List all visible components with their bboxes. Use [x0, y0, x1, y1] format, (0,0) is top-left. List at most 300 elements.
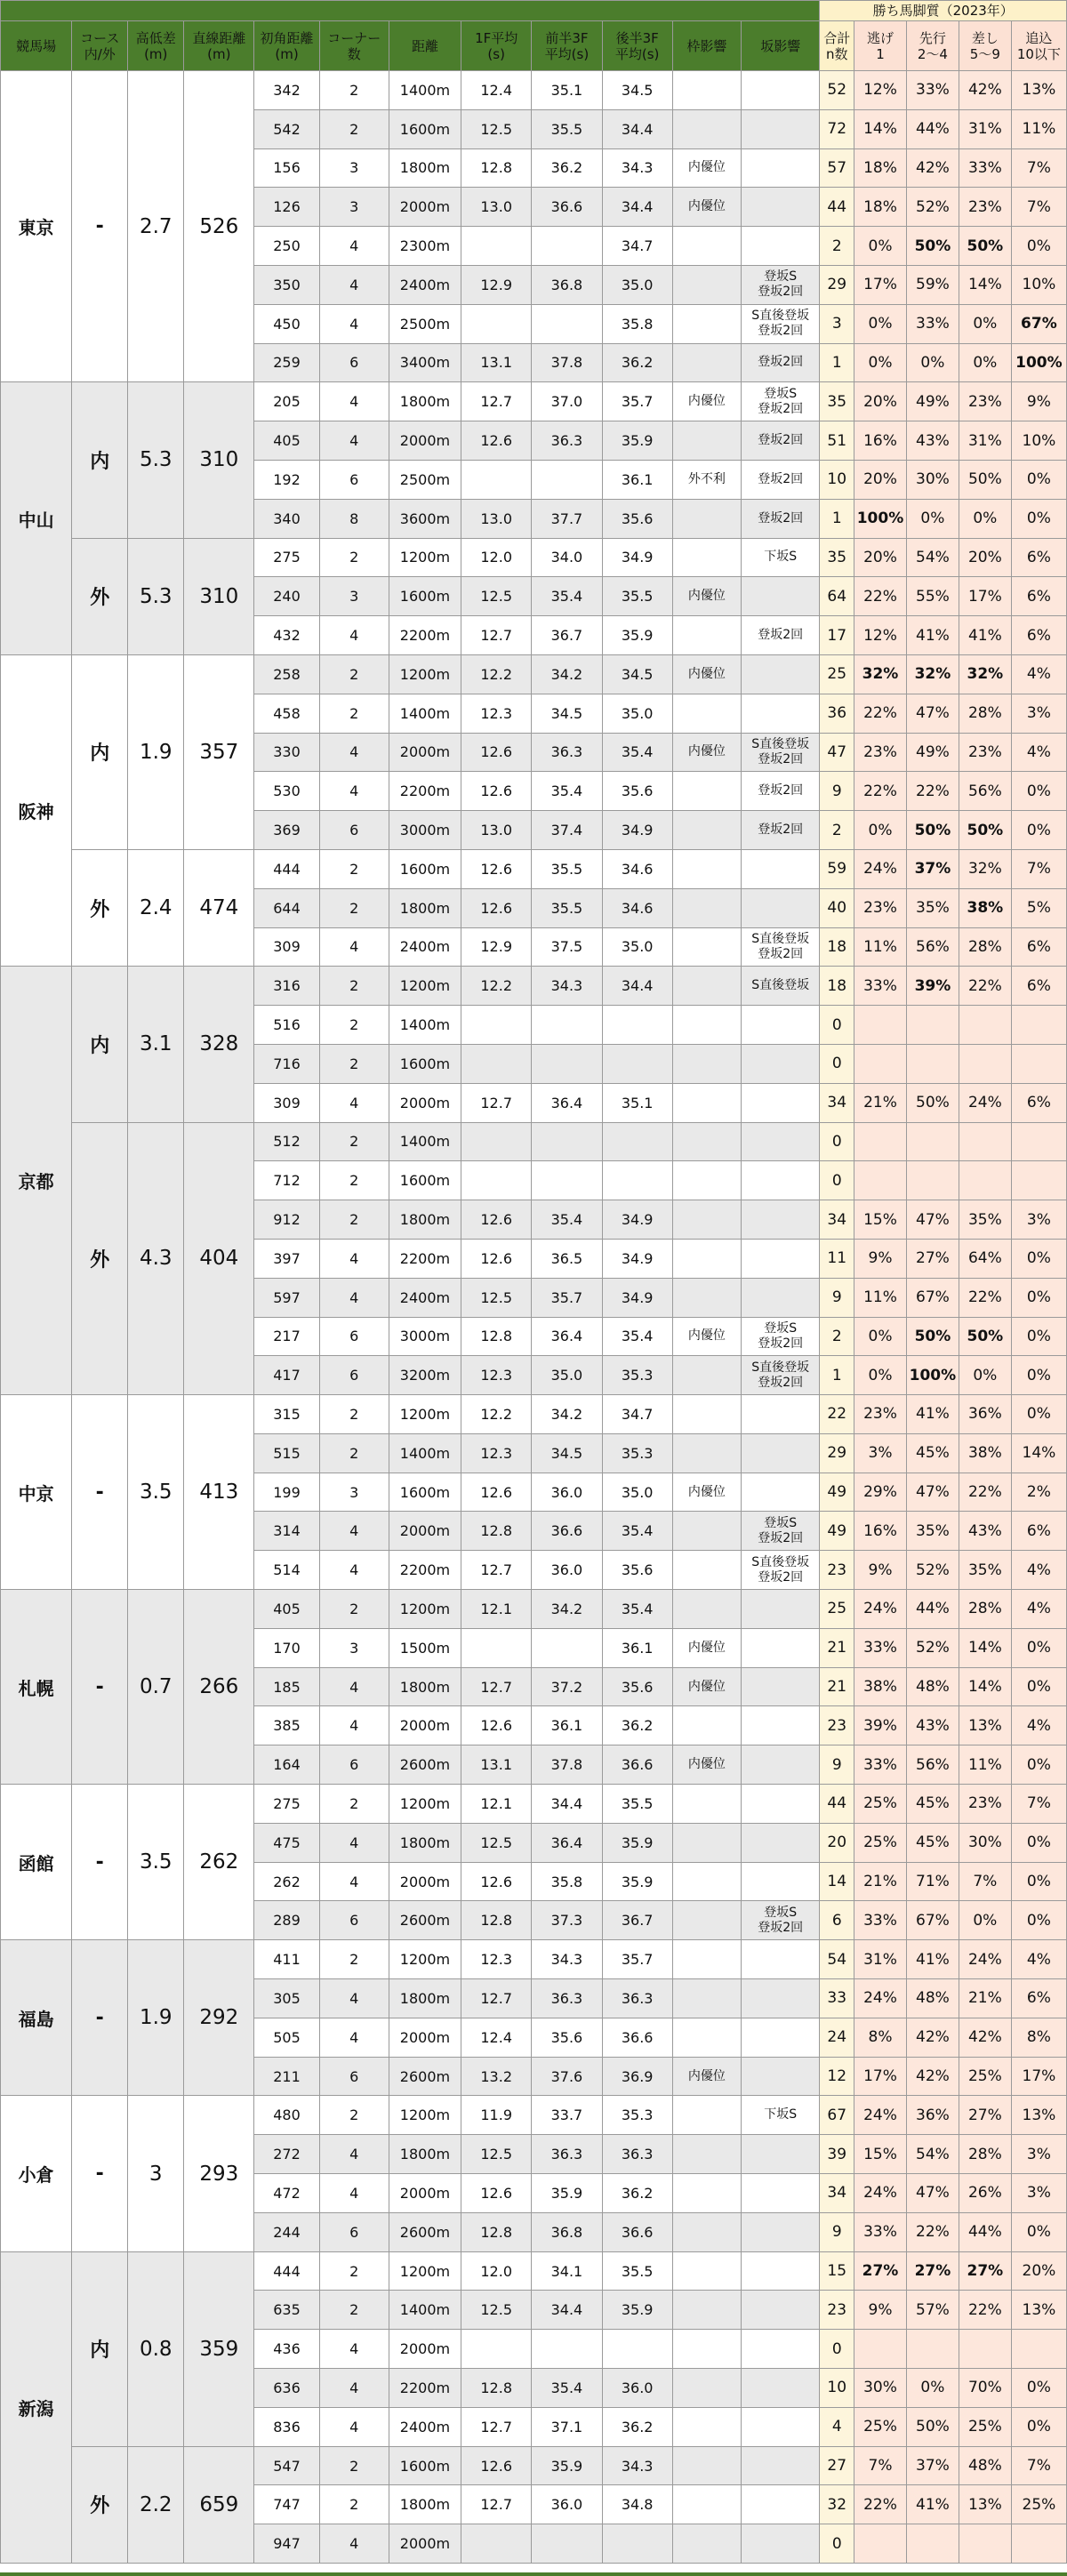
first-corner: 505: [254, 2018, 319, 2057]
avg-1f: 12.6: [461, 1706, 532, 1745]
elevation: 1.9: [128, 654, 184, 849]
slope-effect: [741, 654, 819, 694]
gate-effect: [672, 1278, 741, 1317]
distance: 2000m: [389, 188, 461, 227]
oikomi-pct: 20%: [1011, 2251, 1066, 2291]
first-3f: [532, 2330, 602, 2369]
nige-pct: 11%: [854, 927, 907, 967]
total-n: 22: [820, 1395, 854, 1434]
avg-1f: 13.1: [461, 343, 532, 382]
last-3f: 34.8: [602, 2485, 672, 2524]
nige-pct: 12%: [854, 616, 907, 655]
first-3f: 36.3: [532, 421, 602, 461]
sashi-pct: 22%: [959, 2291, 1011, 2330]
total-n: 17: [820, 616, 854, 655]
nige-pct: 39%: [854, 1706, 907, 1745]
total-n: 23: [820, 1706, 854, 1745]
first-corner: 316: [254, 967, 319, 1006]
course-io: 外: [72, 1122, 128, 1395]
total-n: 10: [820, 2369, 854, 2408]
senko-pct: 57%: [906, 2291, 959, 2330]
distance: 2000m: [389, 1083, 461, 1122]
avg-1f: 12.6: [461, 421, 532, 461]
distance: 1800m: [389, 382, 461, 421]
distance: 2300m: [389, 227, 461, 266]
slope-effect: [741, 227, 819, 266]
corners: 4: [319, 382, 389, 421]
first-corner: 635: [254, 2291, 319, 2330]
first-corner: 515: [254, 1433, 319, 1473]
course-io: 内: [72, 654, 128, 849]
senko-pct: 45%: [906, 1785, 959, 1824]
oikomi-pct: 13%: [1011, 71, 1066, 110]
total-n: 0: [820, 1122, 854, 1161]
distance: 1400m: [389, 694, 461, 733]
senko-pct: 41%: [906, 2485, 959, 2524]
corners: 6: [319, 1901, 389, 1940]
sashi-pct: 31%: [959, 109, 1011, 148]
slope-effect: [741, 1667, 819, 1706]
corners: 6: [319, 1745, 389, 1785]
nige-pct: 33%: [854, 1628, 907, 1667]
table-row: [1, 2251, 1067, 2291]
last-3f: 34.9: [602, 538, 672, 577]
first-3f: 36.4: [532, 1317, 602, 1356]
table-row: [1, 382, 1067, 421]
first-corner: 512: [254, 1122, 319, 1161]
last-3f: 35.0: [602, 265, 672, 304]
senko-pct: 30%: [906, 460, 959, 499]
senko-pct: [906, 1006, 959, 1045]
slope-effect: [741, 1940, 819, 1979]
oikomi-pct: 0%: [1011, 227, 1066, 266]
slope-effect: 登坂S 登坂2回: [741, 1512, 819, 1551]
sashi-pct: 24%: [959, 1940, 1011, 1979]
senko-pct: 44%: [906, 109, 959, 148]
gate-effect: [672, 2407, 741, 2446]
sashi-pct: 23%: [959, 382, 1011, 421]
total-n: 2: [820, 1317, 854, 1356]
senko-pct: 43%: [906, 1706, 959, 1745]
table-row: [1, 1122, 1067, 1161]
slope-effect: [741, 2212, 819, 2251]
avg-1f: 12.6: [461, 1473, 532, 1512]
senko-pct: [906, 1044, 959, 1083]
distance: 1400m: [389, 1433, 461, 1473]
oikomi-pct: 6%: [1011, 577, 1066, 616]
distance: 2000m: [389, 1706, 461, 1745]
track-name: 阪神: [1, 654, 72, 966]
distance: 1200m: [389, 1590, 461, 1629]
nige-pct: 15%: [854, 2135, 907, 2174]
sashi-pct: 50%: [959, 460, 1011, 499]
total-n: 67: [820, 2096, 854, 2135]
corners: 3: [319, 1473, 389, 1512]
table-body: [1, 71, 1067, 2564]
slope-effect: [741, 2057, 819, 2096]
distance: 2200m: [389, 1239, 461, 1278]
oikomi-pct: [1011, 1044, 1066, 1083]
senko-pct: 37%: [906, 2446, 959, 2485]
senko-pct: 50%: [906, 227, 959, 266]
sashi-pct: 20%: [959, 538, 1011, 577]
corners: 2: [319, 967, 389, 1006]
nige-pct: 33%: [854, 1901, 907, 1940]
sashi-pct: 0%: [959, 304, 1011, 343]
sashi-pct: 23%: [959, 1785, 1011, 1824]
straight-length: 659: [184, 2446, 254, 2563]
avg-1f: 12.6: [461, 888, 532, 927]
sashi-pct: 13%: [959, 1706, 1011, 1745]
corners: 4: [319, 1979, 389, 2018]
last-3f: 35.4: [602, 1317, 672, 1356]
gate-effect: 内優位: [672, 382, 741, 421]
senko-pct: 42%: [906, 148, 959, 188]
nige-pct: 21%: [854, 1862, 907, 1901]
last-3f: 36.2: [602, 2174, 672, 2213]
sashi-pct: 14%: [959, 1667, 1011, 1706]
straight-length: 292: [184, 1940, 254, 2096]
nige-pct: [854, 2524, 907, 2564]
table-row: [1, 2096, 1067, 2135]
distance: 2600m: [389, 1745, 461, 1785]
first-3f: 34.2: [532, 1590, 602, 1629]
senko-pct: 49%: [906, 733, 959, 772]
distance: 2600m: [389, 1901, 461, 1940]
first-corner: 417: [254, 1356, 319, 1395]
oikomi-pct: 4%: [1011, 654, 1066, 694]
straight-length: 404: [184, 1122, 254, 1395]
first-corner: 305: [254, 1979, 319, 2018]
first-3f: 34.2: [532, 654, 602, 694]
first-3f: [532, 2524, 602, 2564]
avg-1f: [461, 1122, 532, 1161]
gate-effect: 内優位: [672, 1667, 741, 1706]
oikomi-pct: 0%: [1011, 1278, 1066, 1317]
first-corner: 597: [254, 1278, 319, 1317]
table-row: [1, 1940, 1067, 1979]
total-n: 12: [820, 2057, 854, 2096]
corners: 2: [319, 1433, 389, 1473]
gate-effect: [672, 1590, 741, 1629]
straight-length: 413: [184, 1395, 254, 1590]
nige-pct: 33%: [854, 967, 907, 1006]
first-3f: [532, 1006, 602, 1045]
gate-effect: [672, 616, 741, 655]
total-n: 29: [820, 265, 854, 304]
gate-effect: [672, 71, 741, 110]
corners: 2: [319, 109, 389, 148]
slope-effect: [741, 1590, 819, 1629]
distance: 1200m: [389, 1785, 461, 1824]
sashi-pct: 13%: [959, 2485, 1011, 2524]
sashi-pct: 25%: [959, 2407, 1011, 2446]
total-n: 0: [820, 2330, 854, 2369]
corners: 4: [319, 2524, 389, 2564]
corners: 6: [319, 1317, 389, 1356]
gate-effect: 内優位: [672, 654, 741, 694]
avg-1f: 12.7: [461, 2407, 532, 2446]
nige-pct: 16%: [854, 421, 907, 461]
sashi-pct: 7%: [959, 1862, 1011, 1901]
total-n: 72: [820, 109, 854, 148]
distance: 3400m: [389, 343, 461, 382]
corners: 2: [319, 2291, 389, 2330]
avg-1f: 12.8: [461, 148, 532, 188]
slope-effect: [741, 2330, 819, 2369]
sashi-pct: 35%: [959, 1200, 1011, 1240]
distance: 1600m: [389, 1473, 461, 1512]
corners: 4: [319, 2174, 389, 2213]
distance: 2000m: [389, 2330, 461, 2369]
senko-pct: 48%: [906, 1979, 959, 2018]
first-3f: 37.7: [532, 499, 602, 538]
first-corner: 240: [254, 577, 319, 616]
first-3f: 34.1: [532, 2251, 602, 2291]
total-n: 59: [820, 849, 854, 888]
oikomi-pct: 9%: [1011, 382, 1066, 421]
distance: 1600m: [389, 1044, 461, 1083]
corners: 3: [319, 577, 389, 616]
nige-pct: 33%: [854, 2212, 907, 2251]
slope-effect: [741, 849, 819, 888]
senko-pct: 52%: [906, 1628, 959, 1667]
slope-effect: [741, 694, 819, 733]
senko-pct: 33%: [906, 71, 959, 110]
course-io: 外: [72, 538, 128, 654]
first-corner: 217: [254, 1317, 319, 1356]
nige-pct: 0%: [854, 227, 907, 266]
table-header: [1, 1, 1067, 71]
sashi-pct: 11%: [959, 1745, 1011, 1785]
avg-1f: 12.2: [461, 654, 532, 694]
distance: 2000m: [389, 1512, 461, 1551]
gate-effect: [672, 1083, 741, 1122]
last-3f: 34.7: [602, 227, 672, 266]
oikomi-pct: 0%: [1011, 1862, 1066, 1901]
first-corner: 444: [254, 849, 319, 888]
gate-effect: [672, 1395, 741, 1434]
nige-pct: 21%: [854, 1083, 907, 1122]
senko-pct: 39%: [906, 967, 959, 1006]
sashi-pct: 28%: [959, 2135, 1011, 2174]
last-3f: 35.9: [602, 2291, 672, 2330]
last-3f: 34.3: [602, 2446, 672, 2485]
nige-pct: 31%: [854, 1940, 907, 1979]
total-n: 9: [820, 772, 854, 811]
gate-effect: [672, 2096, 741, 2135]
distance: 2500m: [389, 460, 461, 499]
senko-pct: 54%: [906, 2135, 959, 2174]
first-corner: 475: [254, 1823, 319, 1862]
corners: 2: [319, 1590, 389, 1629]
track-name: 中京: [1, 1395, 72, 1590]
total-n: 44: [820, 1785, 854, 1824]
nige-pct: 23%: [854, 888, 907, 927]
course-io: -: [72, 1590, 128, 1785]
slope-effect: [741, 2369, 819, 2408]
avg-1f: [461, 2330, 532, 2369]
first-corner: 185: [254, 1667, 319, 1706]
nige-pct: 33%: [854, 1745, 907, 1785]
avg-1f: 12.3: [461, 1356, 532, 1395]
header-super-label: 勝ち馬脚質（2023年）: [820, 1, 1067, 21]
corners: 2: [319, 1044, 389, 1083]
first-3f: 35.9: [532, 2174, 602, 2213]
first-3f: 35.1: [532, 71, 602, 110]
corners: 4: [319, 616, 389, 655]
first-3f: 34.3: [532, 1940, 602, 1979]
sashi-pct: 28%: [959, 927, 1011, 967]
distance: 2000m: [389, 421, 461, 461]
first-corner: 192: [254, 460, 319, 499]
distance: 1800m: [389, 1667, 461, 1706]
last-3f: 35.6: [602, 1667, 672, 1706]
total-n: 52: [820, 71, 854, 110]
first-3f: 36.7: [532, 616, 602, 655]
first-3f: 37.1: [532, 2407, 602, 2446]
corners: 2: [319, 1940, 389, 1979]
senko-pct: 0%: [906, 343, 959, 382]
first-corner: 205: [254, 382, 319, 421]
nige-pct: 0%: [854, 1317, 907, 1356]
avg-1f: 12.6: [461, 1862, 532, 1901]
corners: 6: [319, 2212, 389, 2251]
oikomi-pct: 8%: [1011, 2018, 1066, 2057]
corners: 4: [319, 265, 389, 304]
senko-pct: 47%: [906, 1473, 959, 1512]
last-3f: 34.6: [602, 849, 672, 888]
nige-pct: 22%: [854, 694, 907, 733]
gate-effect: [672, 1785, 741, 1824]
last-3f: 34.9: [602, 1278, 672, 1317]
avg-1f: [461, 304, 532, 343]
avg-1f: 12.5: [461, 1278, 532, 1317]
total-n: 21: [820, 1667, 854, 1706]
sashi-pct: 30%: [959, 1823, 1011, 1862]
gate-effect: 内優位: [672, 148, 741, 188]
gate-effect: [672, 1200, 741, 1240]
elevation: 5.3: [128, 538, 184, 654]
track-name: 東京: [1, 71, 72, 382]
nige-pct: 20%: [854, 538, 907, 577]
avg-1f: 12.6: [461, 1200, 532, 1240]
gate-effect: [672, 2524, 741, 2564]
gate-effect: [672, 811, 741, 850]
nige-pct: 22%: [854, 772, 907, 811]
first-3f: 35.8: [532, 1862, 602, 1901]
course-io: 外: [72, 2446, 128, 2563]
first-corner: 275: [254, 1785, 319, 1824]
corners: 6: [319, 460, 389, 499]
nige-pct: 22%: [854, 2485, 907, 2524]
sashi-pct: 56%: [959, 772, 1011, 811]
first-corner: 369: [254, 811, 319, 850]
first-3f: 37.5: [532, 927, 602, 967]
sashi-pct: 70%: [959, 2369, 1011, 2408]
gate-effect: 内優位: [672, 1628, 741, 1667]
corners: 2: [319, 1161, 389, 1200]
oikomi-pct: 13%: [1011, 2291, 1066, 2330]
avg-1f: 12.3: [461, 1940, 532, 1979]
course-io: 外: [72, 849, 128, 966]
nige-pct: 9%: [854, 2291, 907, 2330]
first-3f: [532, 1161, 602, 1200]
slope-effect: 登坂S 登坂2回: [741, 1317, 819, 1356]
straight-length: 293: [184, 2096, 254, 2251]
oikomi-pct: 4%: [1011, 1551, 1066, 1590]
oikomi-pct: 7%: [1011, 2446, 1066, 2485]
sashi-pct: 33%: [959, 148, 1011, 188]
table-row: [1, 2446, 1067, 2485]
corners: 4: [319, 1823, 389, 1862]
first-3f: 36.8: [532, 265, 602, 304]
course-io: 内: [72, 967, 128, 1122]
oikomi-pct: 0%: [1011, 2407, 1066, 2446]
sashi-pct: [959, 1044, 1011, 1083]
avg-1f: [461, 1006, 532, 1045]
oikomi-pct: 7%: [1011, 148, 1066, 188]
header-corners: コーナー 数: [319, 21, 389, 71]
senko-pct: 44%: [906, 1590, 959, 1629]
oikomi-pct: 13%: [1011, 2096, 1066, 2135]
distance: 3000m: [389, 811, 461, 850]
avg-1f: [461, 460, 532, 499]
nige-pct: [854, 2330, 907, 2369]
last-3f: 34.9: [602, 811, 672, 850]
total-n: 2: [820, 811, 854, 850]
slope-effect: [741, 71, 819, 110]
first-corner: 747: [254, 2485, 319, 2524]
total-n: 47: [820, 733, 854, 772]
nige-pct: 15%: [854, 1200, 907, 1240]
gate-effect: 内優位: [672, 2057, 741, 2096]
slope-effect: [741, 2407, 819, 2446]
avg-1f: 12.5: [461, 109, 532, 148]
senko-pct: 45%: [906, 1823, 959, 1862]
first-3f: [532, 1044, 602, 1083]
gate-effect: [672, 2446, 741, 2485]
first-corner: 444: [254, 2251, 319, 2291]
first-3f: 37.6: [532, 2057, 602, 2096]
elevation: 0.8: [128, 2251, 184, 2446]
gate-effect: [672, 2135, 741, 2174]
nige-pct: 9%: [854, 1239, 907, 1278]
senko-pct: [906, 2524, 959, 2564]
slope-effect: [741, 1239, 819, 1278]
first-corner: 199: [254, 1473, 319, 1512]
slope-effect: [741, 2485, 819, 2524]
corners: 4: [319, 733, 389, 772]
distance: 2200m: [389, 2369, 461, 2408]
course-io: -: [72, 71, 128, 382]
distance: 2000m: [389, 1862, 461, 1901]
avg-1f: 12.7: [461, 1979, 532, 2018]
last-3f: 35.7: [602, 1940, 672, 1979]
elevation: 1.9: [128, 1940, 184, 2096]
total-n: 18: [820, 967, 854, 1006]
sashi-pct: 23%: [959, 733, 1011, 772]
slope-effect: 登坂S 登坂2回: [741, 382, 819, 421]
header-nige: 逃げ 1: [854, 21, 907, 71]
oikomi-pct: 11%: [1011, 109, 1066, 148]
corners: 2: [319, 71, 389, 110]
first-corner: 547: [254, 2446, 319, 2485]
nige-pct: 0%: [854, 304, 907, 343]
first-3f: 34.2: [532, 1395, 602, 1434]
gate-effect: [672, 2330, 741, 2369]
total-n: 21: [820, 1628, 854, 1667]
